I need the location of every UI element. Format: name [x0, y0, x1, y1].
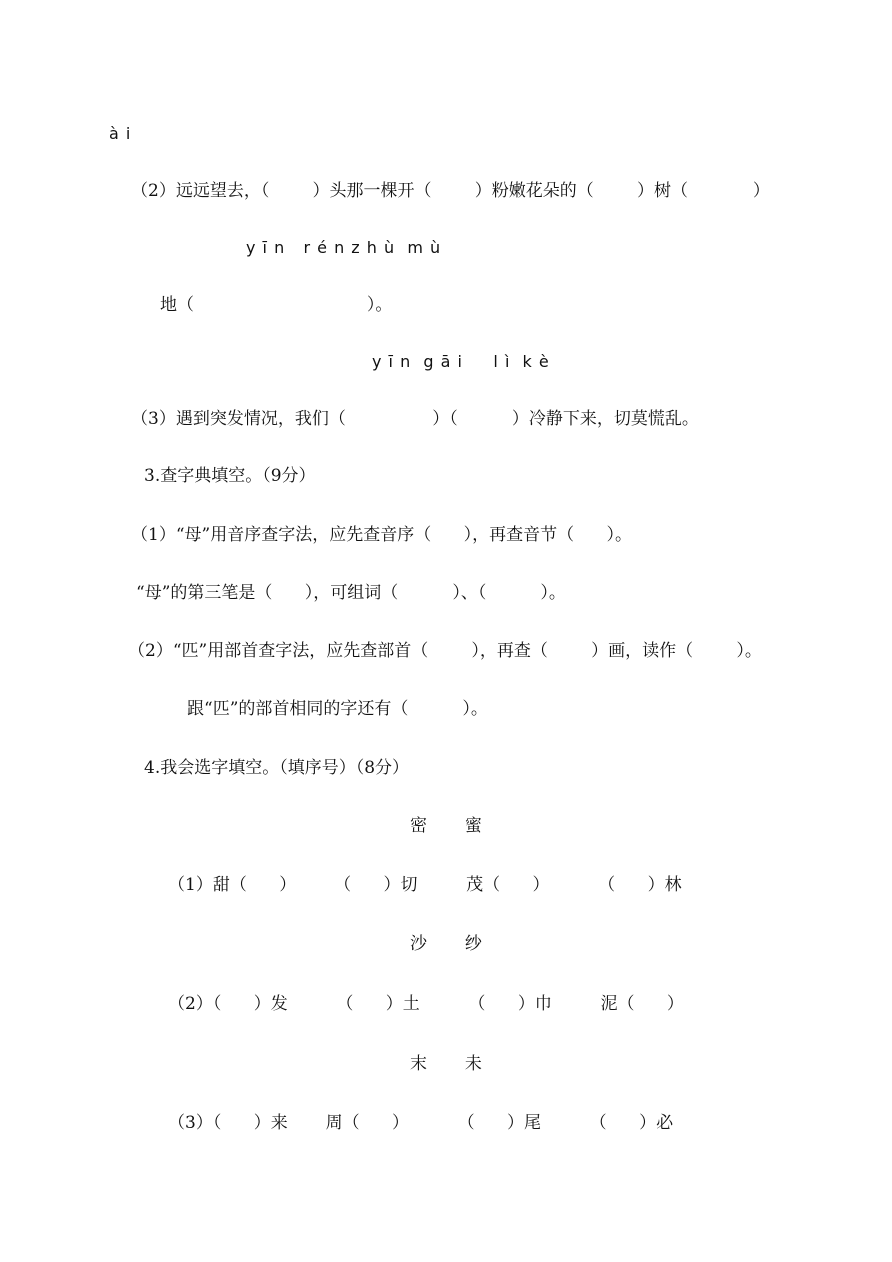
q4-group1-chars: 密 蜜	[410, 816, 482, 836]
q4-group3-chars: 末 未	[410, 1054, 482, 1074]
q3-item1-line1: （1）“母”用音序查字法，应先查音序（ ），再查音节（ ）。	[131, 525, 633, 545]
pinyin-ai: à i	[109, 124, 132, 143]
q3-item2-line1: （2）“匹”用部首查字法，应先查部首（ ），再查（ ）画，读作（ ）。	[128, 641, 762, 661]
q3-item2-line2: 跟“匹”的部首相同的字还有（ ）。	[187, 699, 488, 719]
q4-group2-line: （2）（ ）发 （ ）土 （ ）巾 泥（ ）	[168, 994, 684, 1014]
q2-item3: （3）遇到突发情况，我们（ ）（ ）冷静下来，切莫慌乱。	[131, 409, 699, 429]
q4-group2-chars: 沙 纱	[410, 934, 482, 954]
q4-title: 4.我会选字填空。（填序号）（8分）	[144, 758, 410, 778]
q4-group1-line: （1）甜（ ） （ ）切 茂（ ） （ ）林	[168, 875, 682, 895]
pinyin-yin-renzhumu: y ī n r é n z h ù m ù	[246, 238, 442, 257]
q2-item2-line2: 地（ ）。	[160, 295, 393, 315]
pinyin-yingai-like: y ī n g ā i l ì k è	[372, 352, 550, 371]
q4-group3-line: （3）（ ）来 周（ ） （ ）尾 （ ）必	[168, 1113, 674, 1133]
q3-title: 3.查字典填空。（9分）	[144, 466, 316, 486]
q2-item2-line1: （2）远远望去，（ ）头那一棵开（ ）粉嫩花朵的（ ）树（ ）	[131, 181, 770, 201]
q3-item1-line2: “母”的第三笔是（ ），可组词（ ）、（ ）。	[136, 583, 566, 603]
